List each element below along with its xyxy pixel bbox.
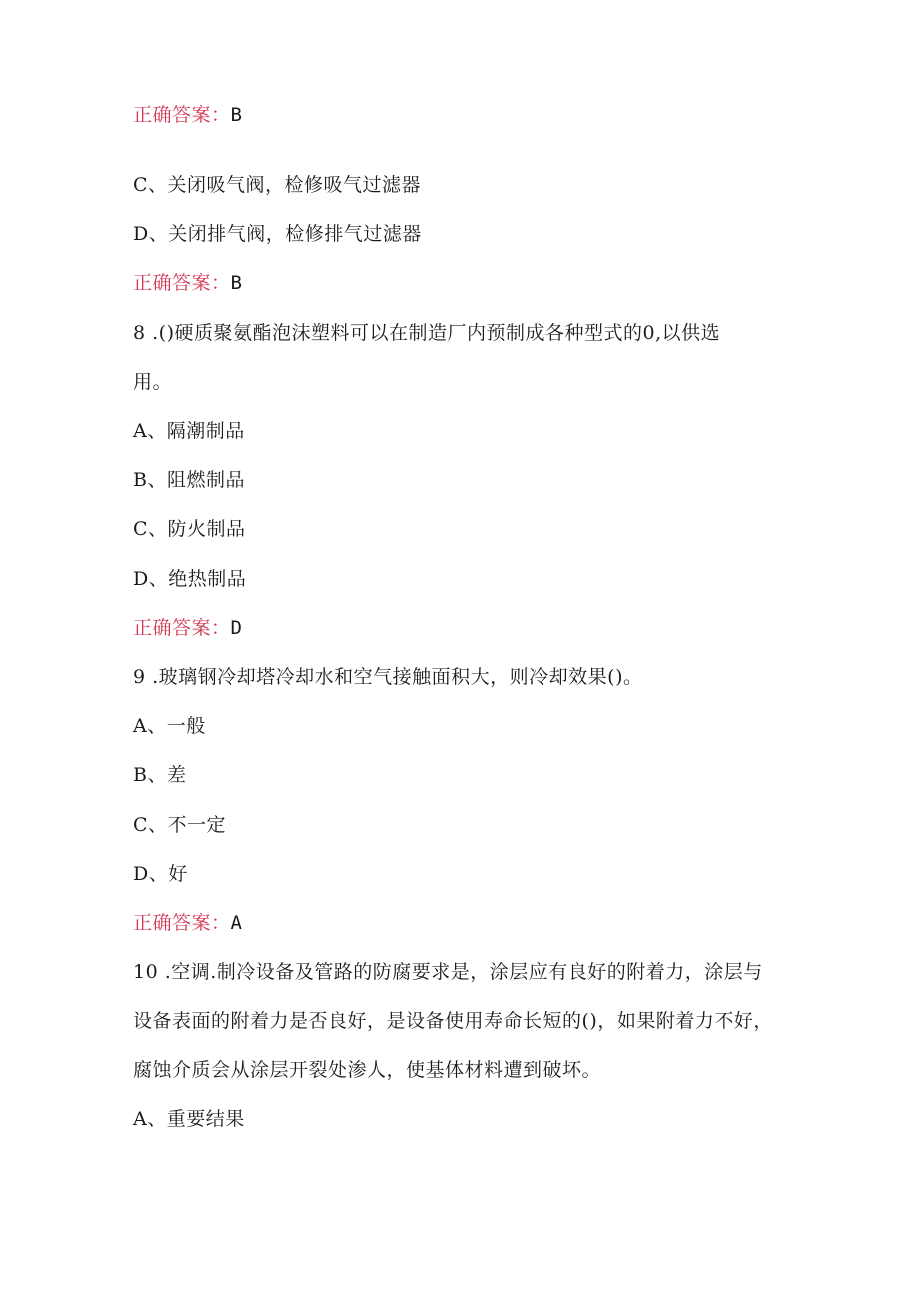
answer-label: 正确答案：	[133, 272, 231, 294]
question-8-line-2: 用。	[133, 371, 173, 393]
question-8-line-1: 8 .()硬质聚氨酯泡沫塑料可以在制造厂内预制成各种型式的0,以供选	[133, 322, 721, 344]
option-a: A、隔潮制品	[133, 420, 245, 442]
answer-line	[133, 270, 242, 296]
option-c: C、不一定	[133, 814, 227, 836]
option-c: C、关闭吸气阀，检修吸气过滤器	[133, 174, 422, 196]
answer-line	[133, 102, 242, 128]
answer-line	[133, 615, 242, 641]
option-a: A、一般	[133, 715, 206, 737]
answer-line	[133, 910, 242, 936]
question-10-line-1: 10 .空调.制冷设备及管路的防腐要求是，涂层应有良好的附着力，涂层与	[133, 961, 763, 983]
answer-value: B	[230, 104, 243, 126]
question-9: 9 .玻璃钢冷却塔冷却水和空气接触面积大，则冷却效果()。	[133, 666, 643, 688]
option-c: C、防火制品	[133, 518, 246, 540]
answer-value: B	[230, 272, 243, 294]
answer-label: 正确答案：	[133, 104, 231, 126]
option-d: D、绝热制品	[133, 568, 247, 590]
answer-label: 正确答案：	[133, 912, 231, 934]
option-b: B、阻燃制品	[133, 469, 245, 491]
question-10-line-2: 设备表面的附着力是否良好，是设备使用寿命长短的()，如果附着力不好，	[133, 1010, 773, 1032]
option-d: D、好	[133, 863, 188, 885]
option-d: D、关闭排气阀，检修排气过滤器	[133, 223, 422, 245]
option-b: B、差	[133, 764, 187, 786]
question-10-line-3: 腐蚀介质会从涂层开裂处渗人，使基体材料遭到破坏。	[133, 1059, 602, 1081]
answer-value: D	[230, 617, 243, 639]
answer-value: A	[230, 912, 243, 934]
option-a: A、重要结果	[133, 1108, 245, 1130]
answer-label: 正确答案：	[133, 617, 231, 639]
